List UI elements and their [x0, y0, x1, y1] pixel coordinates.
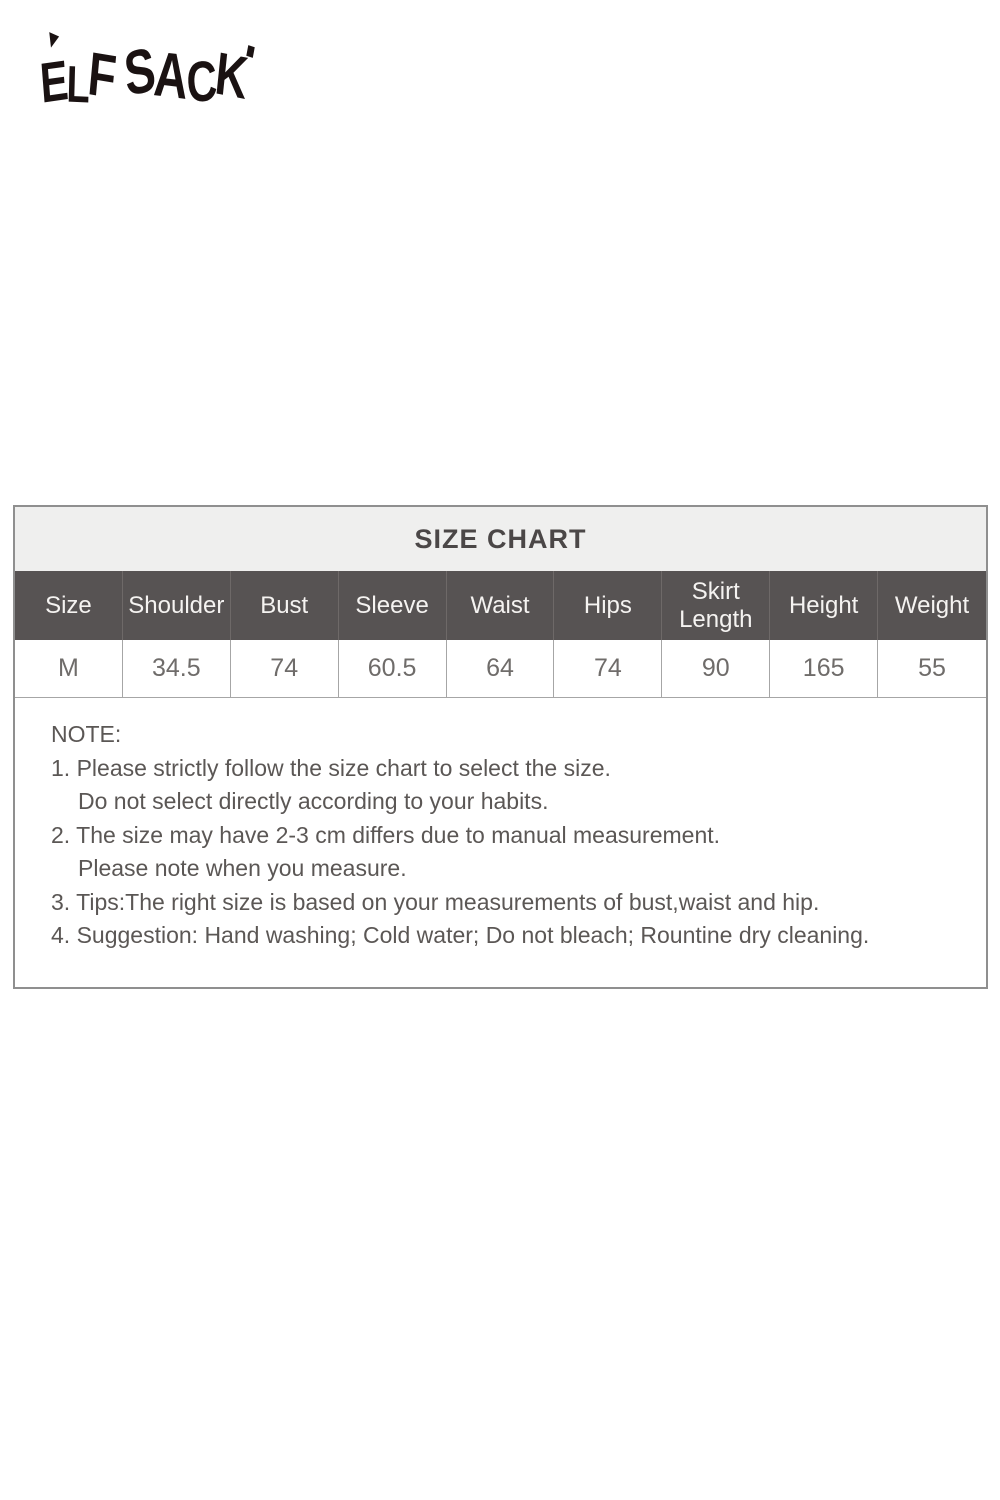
column-header-skirt-length: Skirt Length	[662, 571, 770, 640]
column-header-hips: Hips	[554, 571, 662, 640]
column-header-bust: Bust	[231, 571, 339, 640]
column-header-waist: Waist	[447, 571, 555, 640]
notes-heading: NOTE:	[51, 721, 122, 747]
logo-triangle-accent-icon	[46, 32, 59, 50]
logo-letter: A	[151, 38, 189, 113]
cell-skirt-length: 90	[662, 640, 770, 698]
column-header-size: Size	[15, 571, 123, 640]
size-chart-table	[15, 571, 986, 698]
column-header-sleeve: Sleeve	[339, 571, 447, 640]
logo-letter: C	[185, 48, 218, 116]
logo-letter: F	[85, 39, 118, 111]
note-item-2: 2. The size may have 2-3 cm differs due to manual measurement.	[51, 821, 721, 848]
cell-height: 165	[770, 640, 878, 698]
note-item-4: 4. Suggestion: Hand washing; Cold water; Do not bleach; Rountine dry cleaning.	[51, 922, 870, 948]
column-header-shoulder: Shoulder	[123, 571, 231, 640]
column-header-height: Height	[770, 571, 878, 640]
note-item-2-continuation: Please note when you measure.	[78, 855, 407, 881]
cell-bust: 74	[231, 640, 339, 698]
cell-weight: 55	[878, 640, 986, 698]
cell-sleeve: 60.5	[339, 640, 447, 698]
note-item-1-continuation: Do not select directly according to your habits.	[78, 788, 549, 814]
size-chart-panel	[13, 505, 988, 989]
logo-letter: L	[65, 54, 89, 114]
logo-letter: K	[212, 39, 250, 112]
column-header-weight: Weight	[878, 571, 986, 640]
logo-letter: E	[37, 48, 69, 115]
note-item-1: 1. Please strictly follow the size chart to select the size.	[51, 754, 611, 781]
brand-logo	[37, 35, 250, 116]
cell-size-m: M	[15, 640, 123, 698]
logo-letter: S	[120, 35, 157, 110]
cell-hips: 74	[554, 640, 662, 698]
notes-section	[15, 698, 986, 987]
size-chart-title: SIZE CHART	[15, 507, 986, 571]
note-item-3: 3. Tips:The right size is based on your measurements of bust,waist and hip.	[51, 888, 820, 915]
cell-waist: 64	[447, 640, 555, 698]
cell-shoulder: 34.5	[123, 640, 231, 698]
